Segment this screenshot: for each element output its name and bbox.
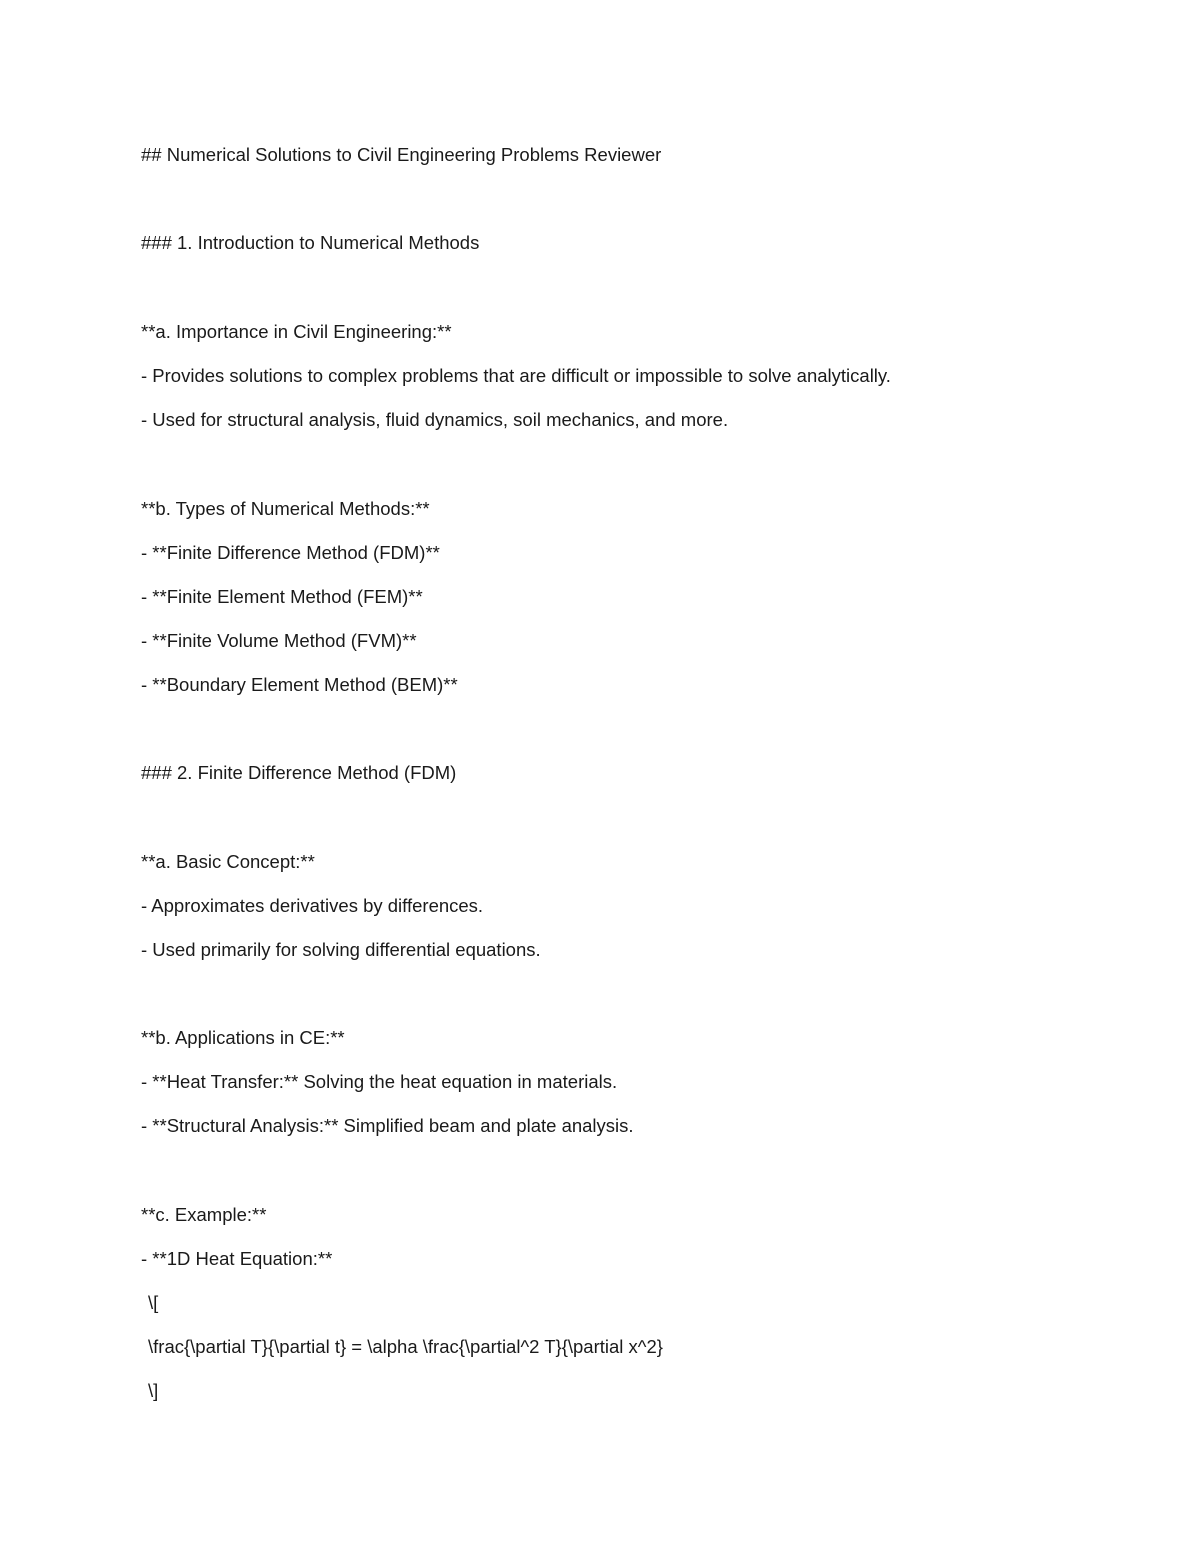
section-2a-item-1: - Approximates derivatives by differences. [141,895,484,916]
section-1b-item-2: - **Finite Element Method (FEM)** [141,586,423,607]
equation-close-delimiter: \] [148,1380,159,1401]
section-1b-item-1: - **Finite Difference Method (FDM)** [141,542,440,563]
section-1b-item-4: - **Boundary Element Method (BEM)** [141,674,458,695]
section-1a-item-2: - Used for structural analysis, fluid dynamics, soil mechanics, and more. [141,409,729,430]
section-2c-item-1: - **1D Heat Equation:** [141,1248,333,1269]
section-2b-item-1: - **Heat Transfer:** Solving the heat equation in materials. [141,1071,618,1092]
equation-open-delimiter: \[ [148,1292,159,1313]
section-2c-heading: **c. Example:** [141,1204,267,1225]
section-1a-item-1: - Provides solutions to complex problems that are difficult or impossible to solve analytically. [141,365,891,386]
section-2b-heading: **b. Applications in CE:** [141,1027,345,1048]
section-1-heading: ### 1. Introduction to Numerical Methods [141,232,480,253]
section-2a-item-2: - Used primarily for solving differential equations. [141,939,541,960]
section-1b-heading: **b. Types of Numerical Methods:** [141,498,430,519]
section-2b-item-2: - **Structural Analysis:** Simplified beam and plate analysis. [141,1115,634,1136]
equation-body: \frac{\partial T}{\partial t} = \alpha \frac{\partial^2 T}{\partial x^2} [148,1336,663,1357]
section-2-heading: ### 2. Finite Difference Method (FDM) [141,762,457,783]
document-title: ## Numerical Solutions to Civil Engineering Problems Reviewer [141,144,662,165]
section-1a-heading: **a. Importance in Civil Engineering:** [141,321,452,342]
section-2a-heading: **a. Basic Concept:** [141,851,315,872]
section-1b-item-3: - **Finite Volume Method (FVM)** [141,630,417,651]
